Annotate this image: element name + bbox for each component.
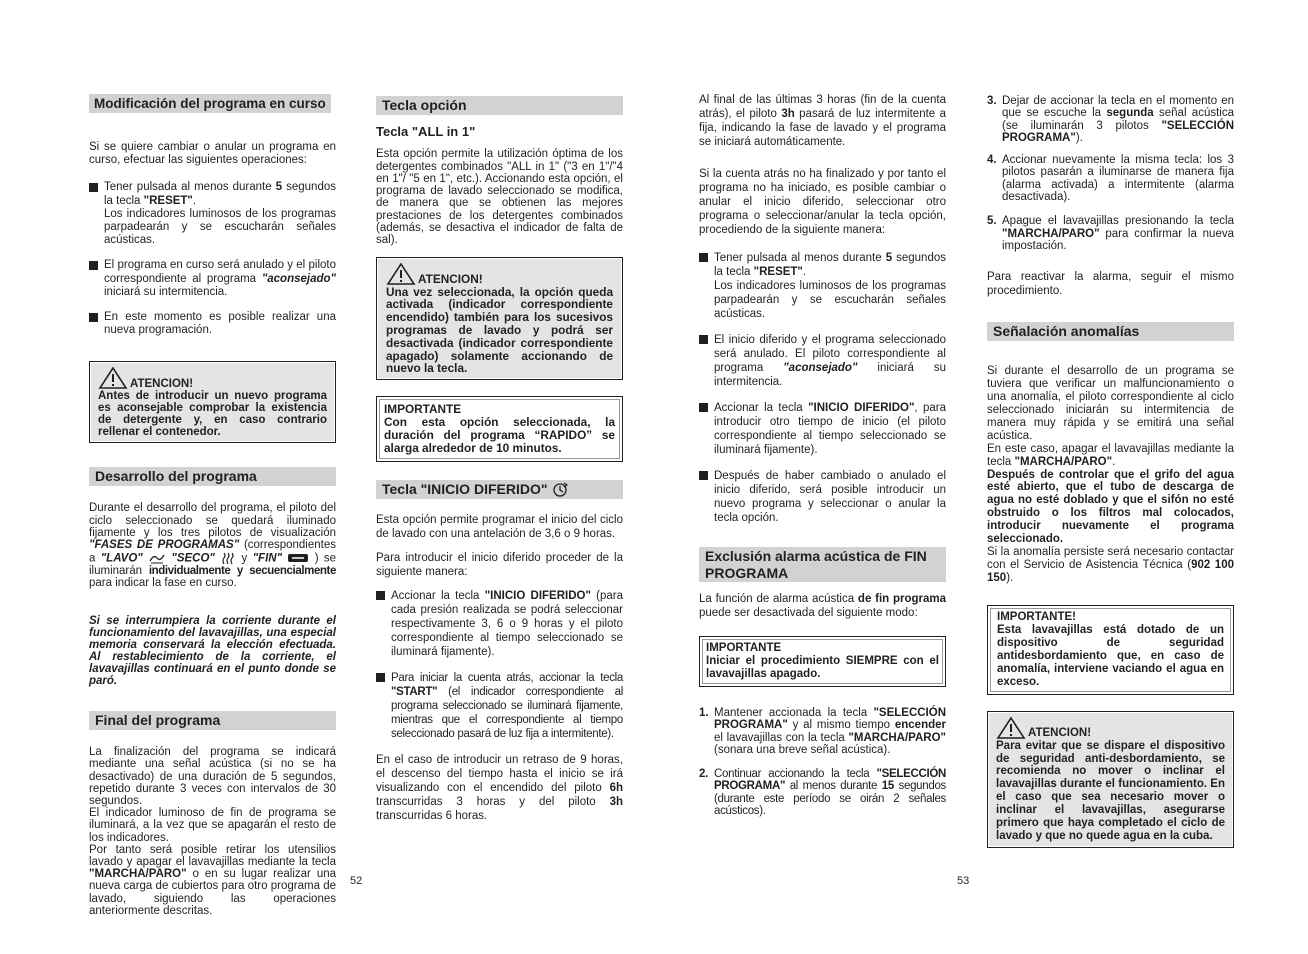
bullet-item: Después de haber cambiado o anulado el inicio diferido, será posible introducir un nuevo programa y seleccionar o anular la tecla opción.	[699, 469, 946, 525]
warning-triangle-icon	[996, 716, 1026, 740]
paragraph: Esta opción permite programar el inicio del ciclo de lavado con una antelación de 3,6 o 9 horas.	[376, 514, 623, 541]
bullet-item: Para iniciar la cuenta atrás, accionar la tecla "START" (el indicador correspondiente al programa seleccionado se iluminará fijamente, mientras que el correspondiente al tiempo seleccionado pasará de luz fija a intermitente).	[376, 671, 623, 741]
heading-final: Final del programa	[89, 711, 336, 730]
heading-exclusion-alarma: Exclusión alarma acústica de FIN PROGRAMA	[699, 547, 946, 582]
wash-icon	[148, 552, 166, 564]
subheading-all-in-1: Tecla "ALL in 1"	[376, 124, 476, 139]
warning-box: ATENCION! Para evitar que se dispare el dispositivo de seguridad anti-desbordamiento, se recomienda no mover o inclinar el lavavajillas durante el funcionamiento. En el caso que sea necesario mover o inclinar el lavavajillas, asegurarse primero que haya completado el ciclo de lavado y que no quede agua en la cuba.	[987, 711, 1234, 848]
paragraph: Si la anomalía persiste será necesario contactar con el Servicio de Asistencia Técnica (902 100 150).	[987, 545, 1234, 584]
important-box: IMPORTANTE Con esta opción seleccionada, la duración del programa “RAPIDO” se alarga alrededor de 10 minutos.	[376, 396, 623, 462]
column-4	[987, 95, 1234, 864]
paragraph: Después de controlar que el grifo del agua esté abierto, que el tubo de descarga de agua no esté doblado y que el sifón no esté obstruido o los filtros mal colocados, introducir nuevamente el programa seleccionado.	[987, 468, 1234, 546]
paragraph: Por tanto será posible retirar los utensilios lavado y apagar el lavavajillas mediante la tecla "MARCHA/PARO" o en su lugar realizar una nueva carga de cubiertos para otro programa de lavado, siguiendo las operaciones anteriormente descritas.	[89, 843, 336, 917]
paragraph: El indicador luminoso de fin de programa se iluminará, a la vez que se apagarán el resto de los indicadores.	[89, 807, 336, 844]
heading-modificacion: Modificación del programa en curso	[89, 94, 331, 113]
paragraph: En el caso de introducir un retraso de 9 horas, el descenso del tiempo hasta el inicio se irá visualizando con el encendido del piloto 6h transcurridas 3 horas y del piloto 3h transcurridas 6 horas.	[376, 754, 623, 823]
paragraph: En este caso, apagar el lavavajillas mediante la tecla "MARCHA/PARO".	[987, 442, 1234, 468]
warning-triangle-icon	[386, 262, 416, 286]
paragraph: La función de alarma acústica de fin programa puede ser desactivada del siguiente modo:	[699, 593, 946, 619]
bullet-item: Accionar la tecla "INICIO DIFERIDO", para introducir otro tiempo de inicio (el piloto correspondiente al tiempo seleccionado se iluminará fijamente).	[699, 401, 946, 457]
numbered-step: 5. Apague el lavavajillas presionando la tecla "MARCHA/PARO" para confirmar la nueva impostación.	[987, 215, 1234, 252]
paragraph: Al final de las últimas 3 horas (fin de la cuenta atrás), el piloto 3h pasará de luz intermitente a fija, indicando la fase de lavado y el programa se iniciará automáticamente.	[699, 94, 946, 148]
important-box: IMPORTANTE! Esta lavavajillas está dotado de un dispositivo de seguridad antidesbordamiento que, en caso de anomalía, interviene vaciando el agua en exceso.	[987, 605, 1234, 695]
column-1	[89, 94, 336, 917]
warning-box: ATENCION! Una vez seleccionada, la opción queda activada (indicador correspondiente encendido) también para los sucesivos programas de lavado y podrá ser desactivada (indicador correspondiente apagado) solamente accionando de nuevo la tecla.	[376, 257, 623, 381]
warning-triangle-icon	[98, 366, 128, 390]
warning-box: ATENCION! Antes de introducir un nuevo programa es aconsejable comprobar la existencia de detergente y, en caso contrario rellenar el contenedor.	[89, 361, 336, 443]
paragraph: Si la cuenta atrás no ha finalizado y por tanto el programa no ha iniciado, es posible cambiar o anular el inicio diferido, seleccionar otro programa o seleccionar/anular la tecla opción, procediendo de la siguiente manera:	[699, 168, 946, 236]
paragraph: Para reactivar la alarma, seguir el mismo procedimiento.	[987, 271, 1234, 298]
column-2	[376, 96, 623, 833]
heading-desarrollo: Desarrollo del programa	[89, 467, 336, 486]
page-number-left: 52	[350, 875, 363, 887]
bullet-item: El programa en curso será anulado y el piloto correspondiente al programa "aconsejado" iniciará su intermitencia.	[89, 259, 336, 299]
numbered-step: 1. Mantener accionada la tecla "SELECCIÓN PROGRAMA" y al mismo tiempo encender el lavavajillas con la tecla "MARCHA/PARO" (sonara una breve señal acústica).	[699, 707, 946, 756]
paragraph: Para introducir el inicio diferido proceder de la siguiente manera:	[376, 552, 623, 579]
heading-senalacion-anomalias: Señalación anomalías	[987, 322, 1234, 341]
dry-icon	[220, 552, 236, 565]
italic-note: Si se interrumpiera la corriente durante el funcionamiento del lavavajillas, una especial memoria conservará la elección efectuada. Al restablecimiento de la corriente, el lavavajillas continuará en el punto donde se paró.	[89, 615, 336, 688]
bullet-item: El inicio diferido y el programa seleccionado será anulado. El piloto correspondiente al programa "aconsejado" iniciará su intermitencia.	[699, 333, 946, 389]
column-3	[699, 93, 946, 829]
numbered-step: 2. Continuar accionando la tecla "SELECCIÓN PROGRAMA" al menos durante 15 segundos (durante este período se oirán 2 señales acústicos).	[699, 768, 946, 818]
paragraph: La finalización del programa se indicará mediante una señal acústica (si no se ha desactivado) de una duración de 5 segundos, repetido durante 3 veces con intervalos de 30 segundos.	[89, 746, 336, 808]
page-number-right: 53	[957, 875, 970, 887]
paragraph: Durante el desarrollo del programa, el piloto del ciclo seleccionado se quedará iluminado fijamente y los tres pilotos de visualización "FASES DE PROGRAMAS" (correspondientes a "LAVO" "SECO" y "FIN" ) se iluminarán individualmente y secuencialmente para indicar la fase en curso.	[89, 502, 336, 589]
bullet-item: Accionar la tecla "INICIO DIFERIDO" (para cada presión realizada se podrá seleccionar respectivamente 3, 6 o 9 horas y el piloto correspondiente al tiempo seleccionado se iluminará fijamente).	[376, 589, 623, 659]
bullet-item: Tener pulsada al menos durante 5 segundos la tecla "RESET". Los indicadores luminosos de los programas parpadearán y se escucharán señales acústicas.	[699, 251, 946, 321]
heading-tecla-opcion: Tecla opción	[376, 96, 623, 115]
paragraph: Si durante el desarrollo de un programa se tuviera que verificar un malfuncionamiento o una anomalía, el piloto correspondiente al ciclo seleccionado iniciarán su intermitencia de manera muy rápida y se emitirá una señal acústica.	[987, 365, 1234, 442]
numbered-step: 3. Dejar de accionar la tecla en el momento en que se escuche la segunda señal acústica (se iluminarán 3 pilotos "SELECCIÓN PROGRAMA").	[987, 95, 1234, 144]
bullet-item: En este momento es posible realizar una nueva programación.	[89, 311, 336, 337]
numbered-step: 4. Accionar nuevamente la misma tecla: los 3 pilotos pasarán a iluminarse de manera fija (alarma activada) a intermitente (alarma desactivada).	[987, 154, 1234, 204]
important-box: IMPORTANTE Iniciar el procedimiento SIEMPRE con el lavavajillas apagado.	[699, 636, 946, 687]
stop-icon	[287, 553, 309, 563]
delay-clock-icon	[551, 482, 569, 498]
paragraph: Esta opción permite la utilización óptima de los detergentes combinados "ALL in 1" ("3 en 1"/"4 en 1"/ "5 en 1", etc.). Accionando esta opción, el programa de lavado seleccionado se modifica, de manera que se obtienen las mejores prestaciones de los detergentes combinados (además, se desactiva el indicador de falta de sal).	[376, 148, 623, 247]
heading-inicio-diferido: Tecla "INICIO DIFERIDO"	[376, 480, 623, 499]
bullet-item: Tener pulsada al menos durante 5 segundos la tecla "RESET". Los indicadores luminosos de los programas parpadearán y se escucharán señales acústicas.	[89, 181, 336, 247]
paragraph: Si se quiere cambiar o anular un programa en curso, efectuar las siguientes operaciones:	[89, 141, 336, 167]
